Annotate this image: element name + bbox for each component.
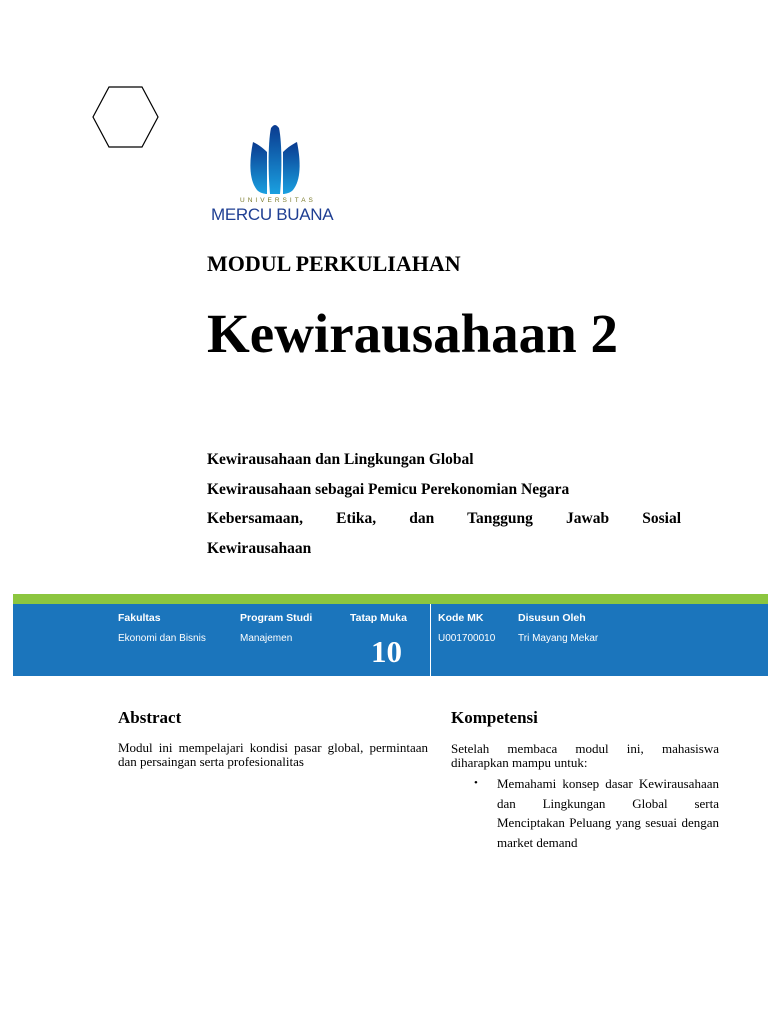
competence-title: Kompetensi xyxy=(451,708,538,727)
topic-item: Kewirausahaan dan Lingkungan Global xyxy=(207,451,474,468)
abstract-text: Modul ini mempelajari kondisi pasar global, permintaan dan persaingan serta profesionalitas xyxy=(118,740,428,769)
abstract-title: Abstract xyxy=(118,708,182,727)
course-code-label: Kode MK xyxy=(438,612,484,624)
modul-label: MODUL PERKULIAHAN xyxy=(207,251,461,276)
program-label: Program Studi xyxy=(240,612,313,624)
author-label: Disusun Oleh xyxy=(518,612,586,624)
course-title: Kewirausahaan 2 xyxy=(207,303,619,364)
hexagon-outline-icon xyxy=(92,86,159,148)
faculty-value: Ekonomi dan Bisnis xyxy=(118,633,206,644)
logo-university-name: MERCU BUANA xyxy=(211,205,334,224)
info-band-divider xyxy=(430,604,431,676)
topic-item: Kebersamaan, Etika, dan Tanggung Jawab Sosial xyxy=(207,510,681,527)
meeting-label: Tatap Muka xyxy=(350,612,407,624)
faculty-label: Fakultas xyxy=(118,612,161,624)
competence-list xyxy=(474,774,719,852)
competence-item: Memahami konsep dasar Kewirausahaan dan Lingkungan Global serta Menciptakan Peluang yang sesuai dengan market demand xyxy=(497,776,719,850)
topic-list xyxy=(207,445,681,563)
logo-university-label: UNIVERSITAS xyxy=(240,197,316,204)
topic-item: Kewirausahaan sebagai Pemicu Perekonomian Negara xyxy=(207,480,570,498)
competence-intro: Setelah membaca modul ini, mahasiswa diharapkan mampu untuk: xyxy=(451,741,719,770)
course-code-value: U001700010 xyxy=(438,633,496,644)
accent-green-bar xyxy=(13,594,768,604)
meeting-number: 10 xyxy=(371,634,402,669)
topic-item: Kewirausahaan xyxy=(207,539,312,557)
author-value: Tri Mayang Mekar xyxy=(518,633,599,644)
program-value: Manajemen xyxy=(240,633,293,644)
bullet-icon: • xyxy=(474,777,478,789)
